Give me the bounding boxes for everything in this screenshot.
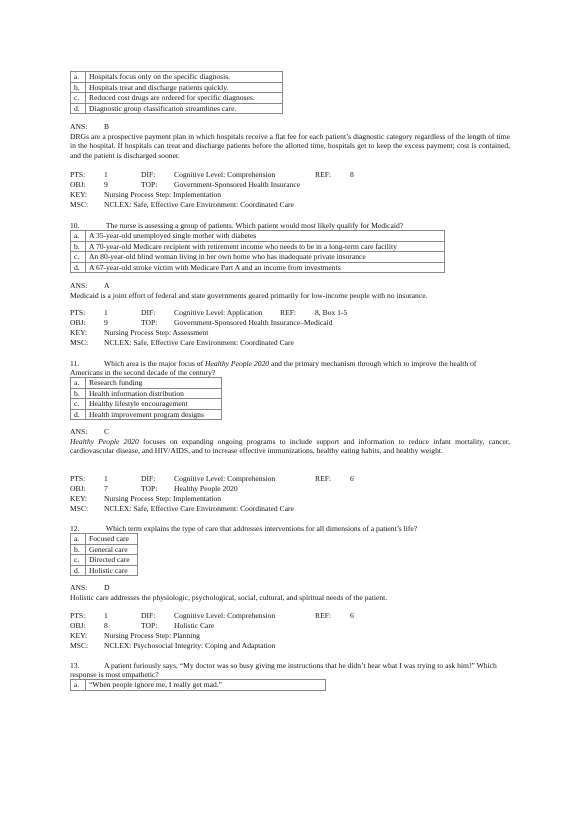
question-text-italic: Healthy People 2020: [205, 359, 270, 368]
q12-options-table: [70, 533, 138, 576]
option-row: [71, 565, 138, 576]
option-row: [71, 388, 222, 399]
q9-rationale: DRGs are a prospective payment plan in which hospitals receive a flat fee for each patient’s diagnostic category regardless of the length of time in the hospital. If hospitals can treat and discharge patients before the allotted time, hospitals get to keep the excess payment; cost is contained, and the patient is discharged sooner.: [70, 132, 510, 160]
question-number: 13.: [70, 661, 80, 670]
pts-value: 1: [104, 474, 108, 483]
top-value: Government-Sponsored Health Insurance–Medicaid: [174, 318, 333, 327]
ans-value: D: [104, 583, 110, 592]
option-letter: c.: [71, 555, 86, 566]
option-row: [71, 409, 222, 420]
option-row: [71, 93, 283, 104]
option-letter: c.: [71, 399, 86, 410]
option-text: Health information distribution: [86, 388, 222, 399]
option-row: [71, 399, 222, 410]
option-row: [71, 231, 445, 242]
option-letter: c.: [71, 252, 86, 263]
dif-value: Cognitive Level: Comprehension: [174, 474, 276, 483]
option-letter: a.: [71, 72, 86, 83]
obj-label: OBJ:: [70, 318, 86, 327]
msc-value: NCLEX: Safe, Effective Care Environment: Coordinated Care: [104, 338, 294, 347]
q11-rationale: [70, 437, 510, 456]
option-text: Focused care: [86, 534, 138, 545]
option-letter: b.: [71, 82, 86, 93]
ref-label: REF:: [280, 308, 297, 317]
option-row: [71, 82, 283, 93]
question-text: The nurse is assessing a group of patients. Which patient would most likely qualify for Medicaid?: [105, 221, 404, 230]
key-value: Nursing Process Step: Assessment: [104, 328, 209, 337]
msc-label: MSC:: [70, 200, 89, 209]
option-text: Holistic care: [86, 565, 138, 576]
obj-value: 8: [104, 621, 108, 630]
option-text: Hospitals focus only on the specific diagnosis.: [86, 72, 283, 83]
key-value: Nursing Process Step: Implementation: [104, 494, 222, 503]
ref-value: 8: [350, 170, 354, 179]
dif-value: Cognitive Level: Application: [174, 308, 263, 317]
question-text-pre: Which area is the major focus of: [104, 359, 205, 368]
option-text: General care: [86, 544, 138, 555]
option-text: Directed care: [86, 555, 138, 566]
q11-options-table: [70, 377, 222, 420]
option-text: A 35-year-old unemployed single mother with diabetes: [86, 231, 445, 242]
obj-label: OBJ:: [70, 484, 86, 493]
ans-value: C: [104, 427, 110, 436]
q11-stem: [70, 359, 510, 378]
question-text-post: and the primary mechanism through which to improve the health of Americans in the second decade of the century?: [70, 359, 477, 378]
option-text: An 80-year-old blind woman living in her own home who has inadequate private insurance: [86, 252, 445, 263]
ref-label: REF:: [315, 170, 332, 179]
option-letter: d.: [71, 262, 86, 273]
option-letter: a.: [71, 231, 86, 242]
option-letter: b.: [71, 241, 86, 252]
option-text: “When people ignore me, I really get mad.”: [86, 680, 326, 691]
option-letter: d.: [71, 103, 86, 114]
top-label: TOP:: [141, 318, 158, 327]
option-letter: a.: [71, 378, 86, 389]
ref-label: REF:: [315, 474, 332, 483]
key-label: KEY:: [70, 328, 88, 337]
pts-value: 1: [104, 611, 108, 620]
ans-value: A: [104, 281, 110, 290]
rationale-italic: Healthy People 2020: [70, 437, 139, 446]
top-value: Government-Sponsored Health Insurance: [174, 180, 301, 189]
pts-label: PTS:: [70, 308, 86, 317]
obj-value: 9: [104, 180, 108, 189]
key-label: KEY:: [70, 190, 88, 199]
pts-value: 1: [104, 308, 108, 317]
q10-rationale: Medicaid is a joint effort of federal and state governments geared primarily for low-income people with no insurance.: [70, 291, 428, 300]
option-text: A 67-year-old stroke victim with Medicare Part A and an income from investments: [86, 262, 445, 273]
q13-options-table: [70, 679, 326, 691]
option-letter: a.: [71, 534, 86, 545]
pts-label: PTS:: [70, 170, 86, 179]
dif-value: Cognitive Level: Comprehension: [174, 611, 276, 620]
question-number: 10.: [70, 221, 80, 230]
dif-label: DIF:: [141, 170, 156, 179]
obj-value: 9: [104, 318, 108, 327]
top-value: Healthy People 2020: [174, 484, 238, 493]
question-number: 11.: [70, 359, 80, 368]
option-letter: a.: [71, 680, 86, 691]
option-letter: b.: [71, 388, 86, 399]
question-text: Which term explains the type of care that addresses interventions for all dimensions of a patient’s life?: [105, 524, 418, 533]
dif-label: DIF:: [141, 308, 156, 317]
option-row: [71, 241, 445, 252]
option-letter: c.: [71, 93, 86, 104]
msc-label: MSC:: [70, 504, 89, 513]
obj-label: OBJ:: [70, 621, 86, 630]
option-row: [71, 544, 138, 555]
option-letter: b.: [71, 544, 86, 555]
q9-options-table: [70, 71, 283, 114]
option-letter: d.: [71, 565, 86, 576]
option-row: [71, 534, 138, 545]
q13-stem: [70, 661, 510, 680]
ref-value: 8, Box 1-5: [315, 308, 348, 317]
pts-label: PTS:: [70, 611, 86, 620]
option-row: [71, 680, 326, 691]
option-row: [71, 555, 138, 566]
option-row: [71, 252, 445, 263]
msc-label: MSC:: [70, 641, 89, 650]
pts-value: 1: [104, 170, 108, 179]
msc-value: NCLEX: Psychosocial Integrity: Coping and Adaptation: [104, 641, 276, 650]
obj-value: 7: [104, 484, 108, 493]
top-label: TOP:: [141, 621, 158, 630]
option-text: Health improvement program designs: [86, 409, 222, 420]
ans-label: ANS:: [70, 281, 88, 290]
ans-label: ANS:: [70, 122, 88, 131]
option-letter: d.: [71, 409, 86, 420]
question-number: 12.: [70, 524, 80, 533]
dif-value: Cognitive Level: Comprehension: [174, 170, 276, 179]
q12-rationale: Holistic care addresses the physiologic, psychological, social, cultural, and spiritual needs of the patient.: [70, 593, 388, 602]
option-text: A 70-year-old Medicare recipient with retirement income who needs to be in a long-term care facility: [86, 241, 445, 252]
top-label: TOP:: [141, 180, 158, 189]
key-value: Nursing Process Step: Implementation: [104, 190, 222, 199]
top-value: Holistic Care: [174, 621, 215, 630]
option-text: Healthy lifestyle encouragement: [86, 399, 222, 410]
msc-label: MSC:: [70, 338, 89, 347]
question-text: A patient furiously says, “My doctor was so busy giving me instructions that he didn’t hear what I was trying to ask him!” Which response is most empathetic?: [70, 661, 497, 680]
ref-label: REF:: [315, 611, 332, 620]
obj-label: OBJ:: [70, 180, 86, 189]
dif-label: DIF:: [141, 474, 156, 483]
key-value: Nursing Process Step: Planning: [104, 631, 200, 640]
ans-value: B: [104, 122, 110, 131]
msc-value: NCLEX: Safe, Effective Care Environment: Coordinated Care: [104, 200, 294, 209]
option-row: [71, 103, 283, 114]
rationale-text: focuses on expanding ongoing programs to include support and information to reduce infant mortality, cancer, cardiovascular disease, and HIV/AIDS, and to increase effective immunizations, healthy eating habits, and healthy weight.: [70, 437, 511, 456]
option-row: [71, 72, 283, 83]
ref-value: 6: [350, 611, 354, 620]
q10-options-table: [70, 230, 445, 273]
option-text: Reduced cost drugs are ordered for specific diagnoses.: [86, 93, 283, 104]
option-row: [71, 378, 222, 389]
pts-label: PTS:: [70, 474, 86, 483]
msc-value: NCLEX: Safe, Effective Care Environment: Coordinated Care: [104, 504, 294, 513]
option-row: [71, 262, 445, 273]
top-label: TOP:: [141, 484, 158, 493]
ans-label: ANS:: [70, 427, 88, 436]
option-text: Diagnostic group classification streamlines care.: [86, 103, 283, 114]
dif-label: DIF:: [141, 611, 156, 620]
option-text: Hospitals treat and discharge patients quickly.: [86, 82, 283, 93]
option-text: Research funding: [86, 378, 222, 389]
ref-value: 6: [350, 474, 354, 483]
key-label: KEY:: [70, 494, 88, 503]
key-label: KEY:: [70, 631, 88, 640]
ans-label: ANS:: [70, 583, 88, 592]
